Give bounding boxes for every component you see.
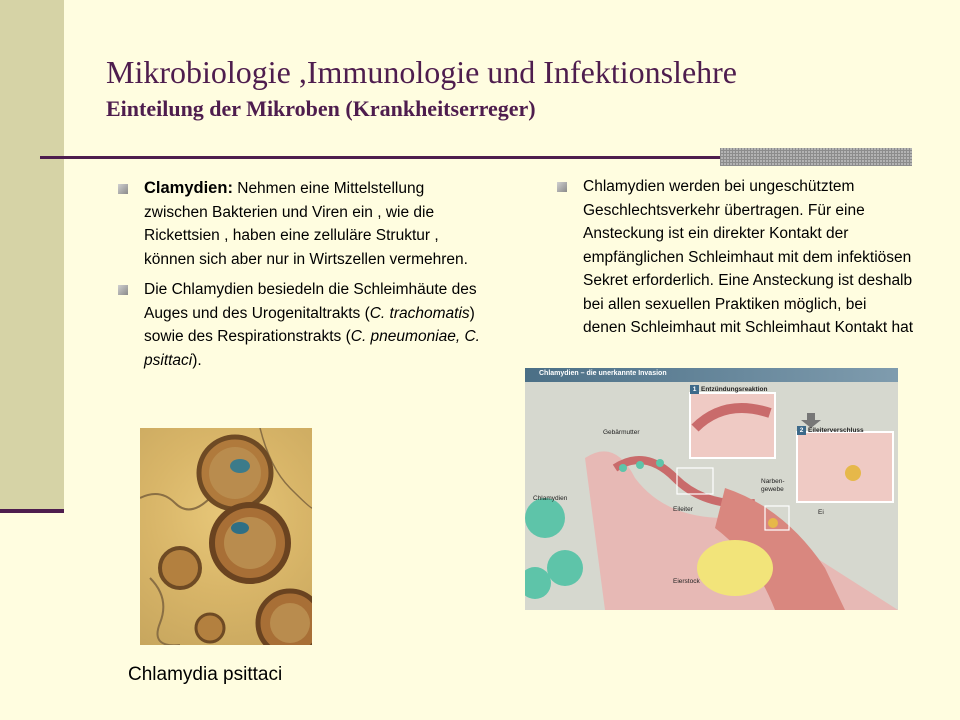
infection-diagram <box>525 368 898 610</box>
decorative-left-band <box>0 0 64 510</box>
bullet-marker-icon <box>118 285 128 295</box>
divider-pattern <box>720 148 912 166</box>
left-bullet-list <box>118 177 490 372</box>
label-ei: Ei <box>818 509 824 516</box>
inset-number-badge: 1 <box>690 385 699 394</box>
infection-illustration <box>525 368 898 610</box>
bullet-besiedlung <box>118 278 490 372</box>
bullet-text: ) sowie des Respirationstrakts ( <box>144 304 475 345</box>
bullet-term: Clamydien: <box>144 179 233 197</box>
inset-number-badge: 2 <box>797 426 806 435</box>
bullet-marker-icon <box>557 182 567 192</box>
inset-title: Eileiterverschluss <box>808 427 864 434</box>
label-eileiter: Eileiter <box>673 506 693 513</box>
bullet-text: ). <box>192 351 202 369</box>
chlamydia-micrograph <box>140 428 312 645</box>
species-name: C. pneumoniae, C. psittaci <box>144 328 480 369</box>
bullet-text: Die Chlamydien besiedeln die Schleimhäute des Auges und des Urogenitaltrakts ( <box>144 281 477 322</box>
bullet-marker-icon <box>118 184 128 194</box>
micrograph-illustration <box>140 428 312 645</box>
decorative-left-band-underline <box>0 509 64 513</box>
bullet-clamydien <box>118 177 490 271</box>
image-caption: Chlamydia psittaci <box>128 664 283 685</box>
bullet-text: Chlamydien werden bei ungeschütztem Geschlechtsverkehr übertragen. Für eine Ansteckung ist ein direkter Kontakt der empfänglichen Schleimhaut mit dem infektiösen Sekret erforderlich. Eine Ansteckung ist deshalb bei allen sexuellen Praktiken möglich, bei denen Schleimhaut mit Schleimhaut Kontakt hat <box>583 178 913 336</box>
right-bullet-list <box>557 175 913 340</box>
label-chlamydien: Chlamydien <box>533 495 568 502</box>
bullet-uebertragung <box>557 175 913 340</box>
label-narbengewebe-line2: gewebe <box>761 486 784 493</box>
slide-title: Mikrobiologie ,Immunologie und Infektionslehre <box>106 54 737 90</box>
inset-title: Entzündungsreaktion <box>701 386 768 393</box>
label-eierstock: Eierstock <box>673 578 700 585</box>
bullet-text: Nehmen eine Mittelstellung zwischen Bakterien und Viren ein , wie die Rickettsien , haben eine zelluläre Struktur , können sich aber nur in Wirtszellen vermehren. <box>144 180 468 268</box>
species-name: C. trachomatis <box>369 304 470 322</box>
label-narbengewebe-line1: Narben- <box>761 478 785 485</box>
slide-subtitle: Einteilung der Mikroben (Krankheitserreger) <box>106 96 536 121</box>
diagram-header-text: Chlamydien – die unerkannte Invasion <box>539 370 667 377</box>
diagram-header <box>525 368 898 382</box>
label-gebaermutter: Gebärmutter <box>603 429 640 436</box>
